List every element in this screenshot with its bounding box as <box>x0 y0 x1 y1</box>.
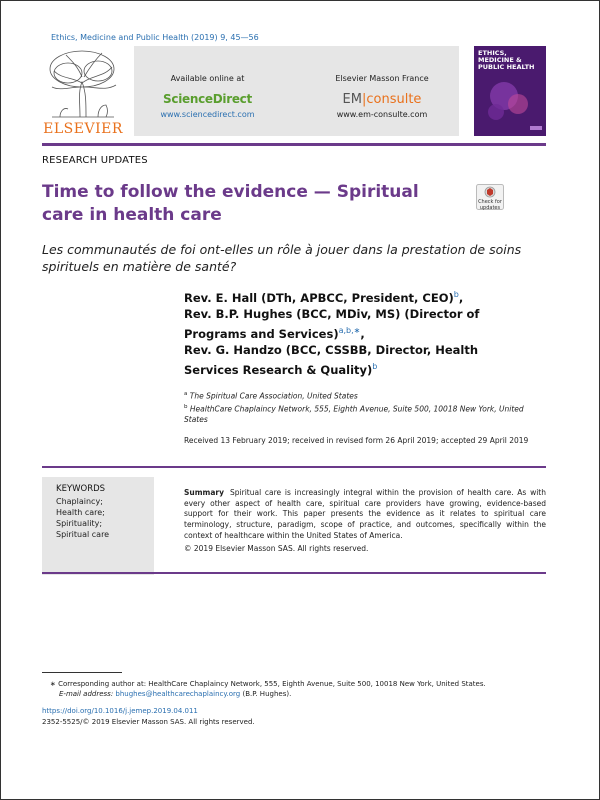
journal-cover[interactable] <box>474 46 546 136</box>
article-title: Time to follow the evidence — Spiritual care in health care <box>42 182 419 225</box>
summary-text: Spiritual care is increasingly integral within the provision of health care. As with every other aspect of health care, spiritual care providers have growing, evidence-based support for their work. This paper presents the evidence as it relates to spiritual care terminology, structure, paradigm, scope of practice, and outcomes, specifically within the context of healthcare within the United States of America. <box>184 488 546 540</box>
header-divider <box>42 143 546 146</box>
author-affiliation-link[interactable]: b <box>372 362 378 372</box>
abstract-top-divider <box>42 466 546 468</box>
issn-copyright: 2352-5525/© 2019 Elsevier Masson SAS. All rights reserved. <box>42 718 255 726</box>
elsevier-logo <box>42 47 124 137</box>
cover-art-icon <box>474 74 546 136</box>
footnote-rule <box>42 672 122 673</box>
abstract-summary <box>184 488 546 542</box>
received-dates: Received 13 February 2019; received in revised form 26 April 2019; accepted 29 April 2019 <box>184 436 529 445</box>
keyword: Chaplaincy; <box>56 497 103 506</box>
sciencedirect-link[interactable]: www.sciencedirect.com <box>160 110 255 119</box>
corresponding-author-footnote: ∗ Corresponding author at: HealthCare Chaplaincy Network, 555, Eighth Avenue, Suite 500, 10018 New York, United States. E-mail address: bhughes@healthcarechaplaincy.org (B.P. Hughes). <box>50 680 486 698</box>
available-online-label: Available online at <box>170 74 245 83</box>
doi-link[interactable]: https://doi.org/10.1016/j.jemep.2019.04.011 <box>42 707 198 715</box>
emconsulte-link[interactable]: www.em-consulte.com <box>336 110 428 119</box>
cover-title: ETHICS, MEDICINE & PUBLIC HEALTH <box>478 49 535 71</box>
check-for-updates-label[interactable]: Check for updates <box>478 199 502 211</box>
summary-label: Summary <box>184 488 225 497</box>
keywords-list <box>56 496 109 540</box>
author-affiliation-link[interactable]: a,b,∗ <box>338 326 361 336</box>
keyword: Spirituality; <box>56 519 103 528</box>
elsevier-tree-icon <box>42 47 124 121</box>
keywords-title: KEYWORDS <box>56 484 106 494</box>
emc-consulte: consulte <box>366 92 422 107</box>
elsevier-wordmark: ELSEVIER <box>43 121 123 137</box>
author-affiliation-link[interactable]: b <box>453 290 459 299</box>
author-email-link[interactable]: bhughes@healthcarechaplaincy.org <box>115 690 241 698</box>
emc-em: EM <box>342 92 362 107</box>
keyword: Health care; <box>56 508 105 517</box>
elsevier-masson-label: Elsevier Masson France <box>335 74 429 83</box>
author: Rev. E. Hall (DTh, APBCC, President, CEO)$^b$, <box>184 290 464 305</box>
publisher-banner <box>134 46 459 136</box>
abstract-bottom-divider <box>42 572 546 574</box>
journal-reference[interactable]: Ethics, Medicine and Public Health (2019) 9, 45—56 <box>51 33 259 42</box>
article-subtitle-french: Les communautés de foi ont-elles un rôle à jouer dans la prestation de soins spirituels en matière de santé? <box>42 242 522 274</box>
emconsulte-logo[interactable] <box>330 92 434 107</box>
affiliation: $^b$ HealthCare Chaplaincy Network, 555, Eighth Avenue, Suite 500, 10018 New York, United States <box>184 403 524 424</box>
keyword: Spiritual care <box>56 530 110 539</box>
affiliation: $^a$ The Spiritual Care Association, United States <box>184 391 358 401</box>
author: Rev. B.P. Hughes (BCC, MDiv, MS) (Director of Programs and Services)$^{a,b,∗}$, <box>184 307 480 341</box>
affiliation-list <box>184 389 534 425</box>
author: Rev. G. Handzo (BCC, CSSBB, Director, Health Services Research & Quality)$^b$ <box>184 343 479 377</box>
author-list <box>184 287 529 378</box>
section-label: RESEARCH UPDATES <box>42 155 148 166</box>
sciencedirect-logo[interactable]: ScienceDirect <box>163 92 252 106</box>
emc-separator: | <box>361 92 367 107</box>
abstract-copyright: © 2019 Elsevier Masson SAS. All rights reserved. <box>184 544 369 553</box>
